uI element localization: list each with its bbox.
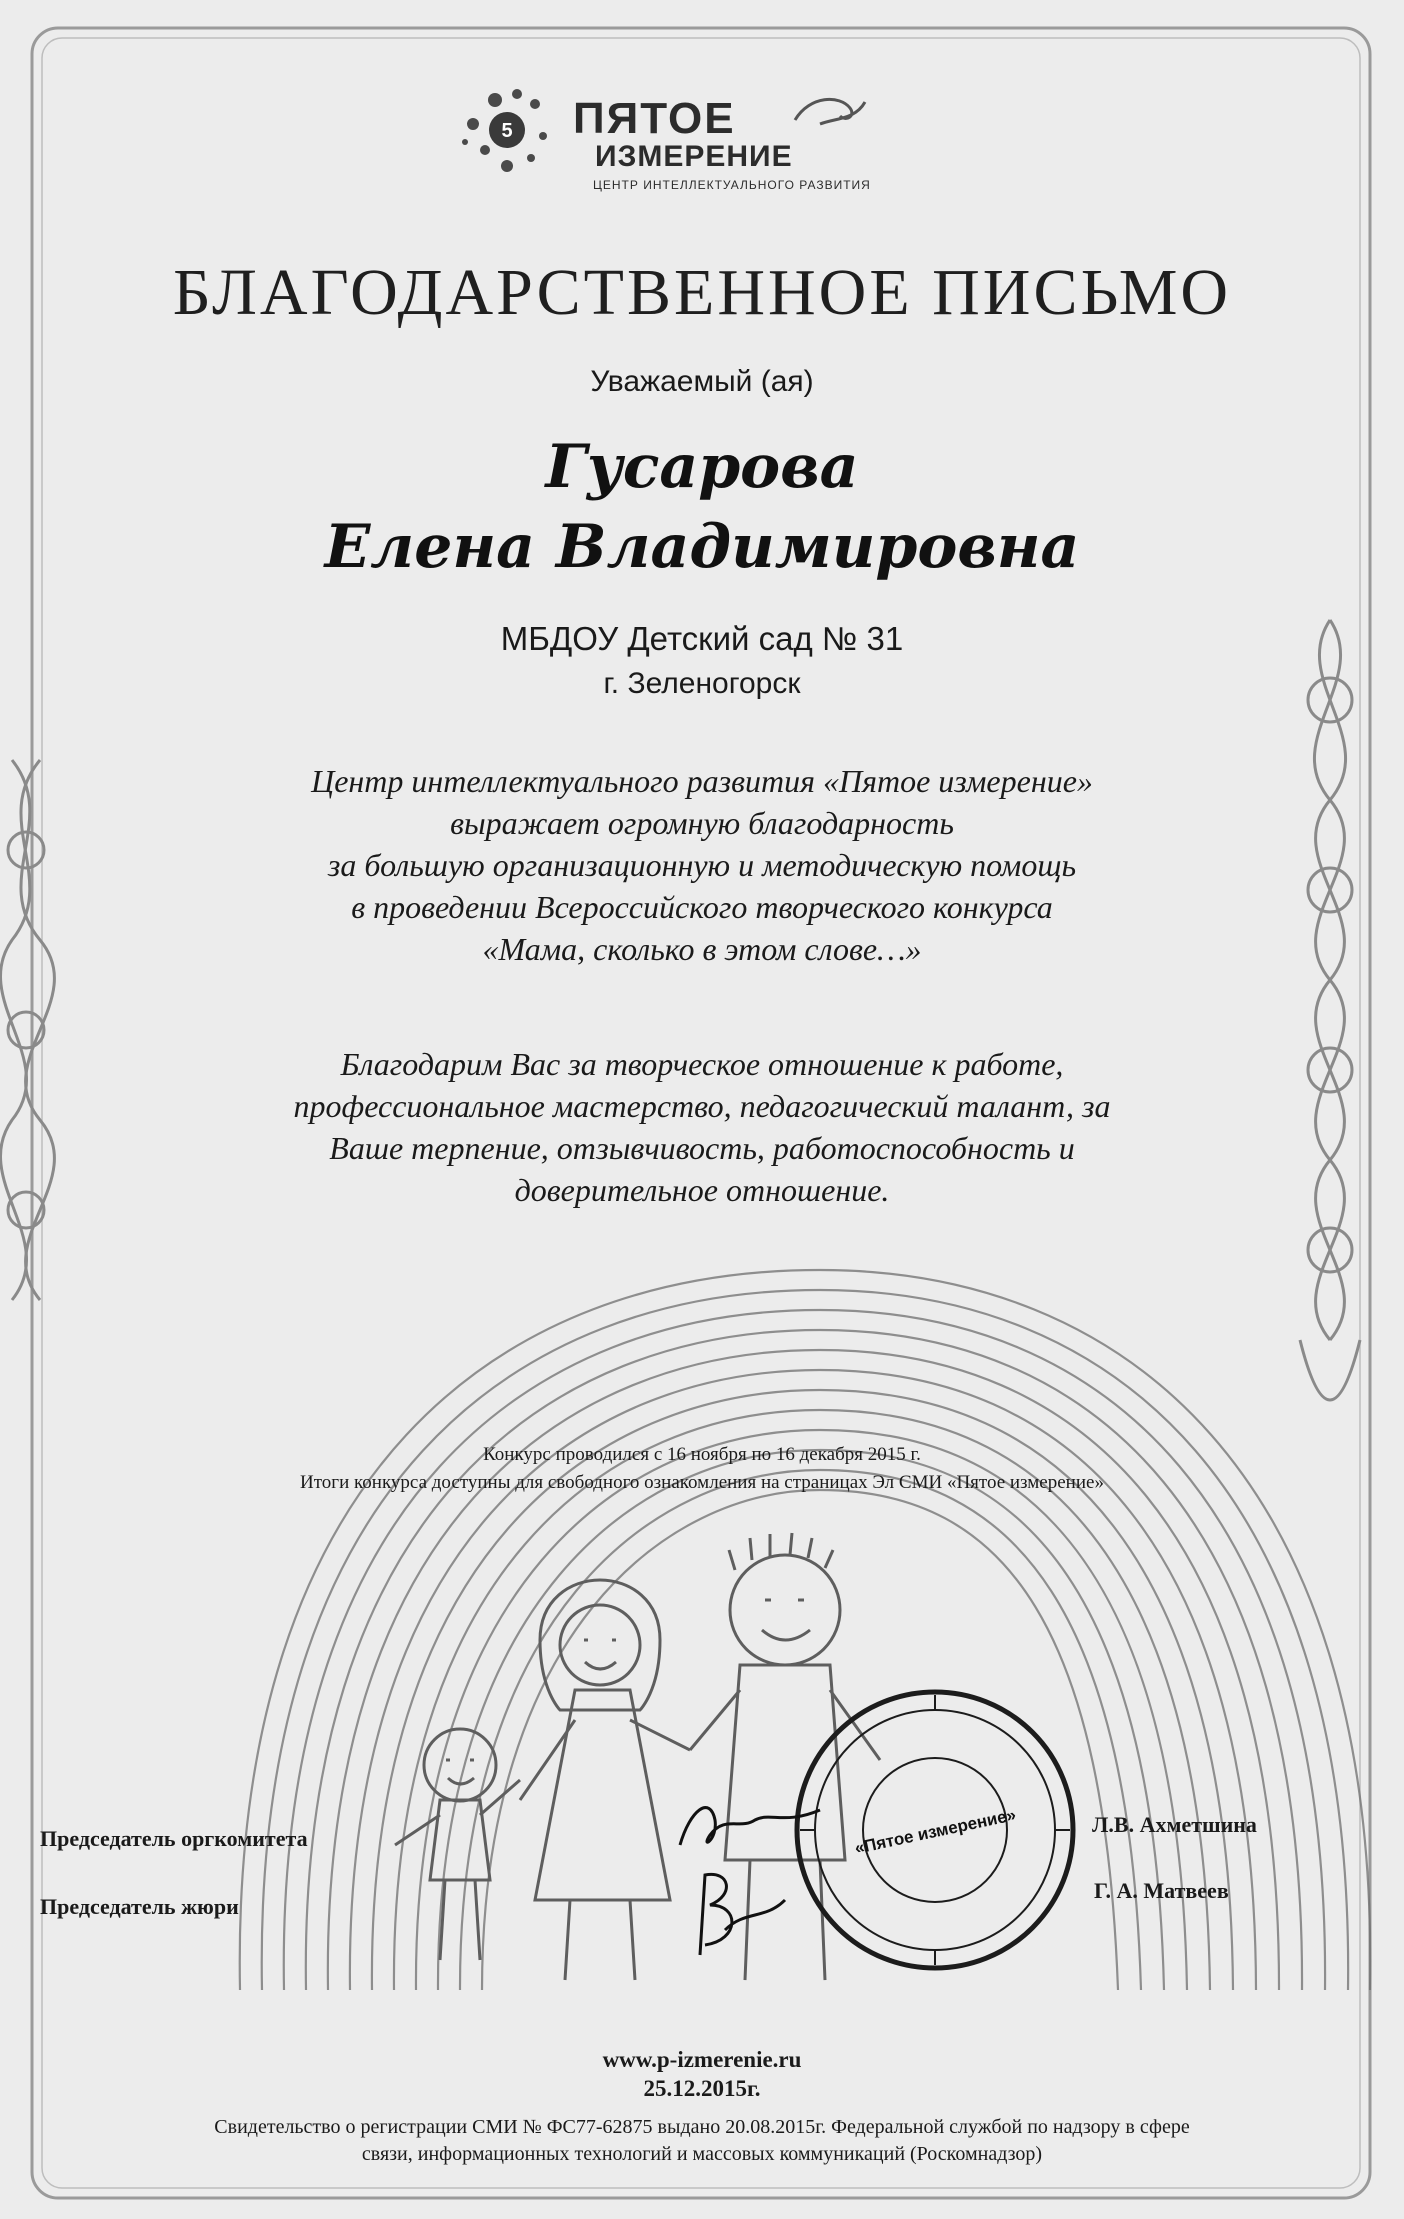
org-committee-chair-name: Л.В. Ахметшина	[1092, 1812, 1257, 1837]
registration-note-line-2: связи, информационных технологий и массовых коммуникаций (Роскомнадзор)	[361, 2143, 1043, 2165]
salutation: Уважаемый (ая)	[590, 365, 814, 398]
issue-date: 25.12.2015г.	[643, 2076, 761, 2101]
paragraph-line: доверительное отношение.	[514, 1172, 890, 1208]
recipient-given-names: Елена Владимировна	[324, 512, 1080, 582]
logo-tagline: ЦЕНТР ИНТЕЛЛЕКТУАЛЬНОГО РАЗВИТИЯ	[593, 178, 871, 192]
document-title: БЛАГОДАРСТВЕННОЕ ПИСЬМО	[172, 256, 1232, 329]
mother-figure	[520, 1580, 690, 1980]
registration-note-line-1: Свидетельство о регистрации СМИ № ФС77-62875 выдано 20.08.2015г. Федеральной службой по надзору в сфере	[214, 2116, 1190, 2138]
recipient-city: г. Зеленогорск	[603, 667, 801, 700]
contest-dates-note: Конкурс проводился с 16 ноября по 16 декабря 2015 г.	[483, 1444, 921, 1465]
official-stamp	[790, 1685, 1080, 1975]
paragraph-line: Центр интеллектуального развития «Пятое измерение»	[311, 763, 1093, 799]
paragraph-line: в проведении Всероссийского творческого конкурса	[351, 889, 1053, 925]
organization-logo	[455, 80, 875, 200]
paragraph-line: профессиональное мастерство, педагогический талант, за	[293, 1088, 1111, 1124]
paragraph-line: «Мама, сколько в этом слове…»	[482, 931, 922, 967]
stamp-text: «Пятое измерение»	[853, 1805, 1018, 1858]
jury-chair-name: Г. А. Матвеев	[1094, 1878, 1229, 1903]
contest-results-note: Итоги конкурса доступны для свободного ознакомления на страницах Эл СМИ «Пятое измерение»	[300, 1472, 1104, 1493]
appreciation-paragraph	[0, 1043, 1404, 1211]
recipient-organization: МБДОУ Детский сад № 31	[500, 620, 904, 657]
logo-line-2: ИЗМЕРЕНИЕ	[595, 140, 793, 173]
svg-text:5: 5	[501, 120, 513, 142]
chairman-signature	[670, 1790, 830, 1860]
recipient-surname: Гусарова	[545, 432, 859, 502]
jury-chair-label: Председатель жюри	[40, 1894, 239, 1919]
paragraph-line: выражает огромную благодарность	[450, 805, 954, 841]
paragraph-line: Ваше терпение, отзывчивость, работоспособность и	[329, 1130, 1075, 1166]
molecule-logo-icon	[455, 80, 565, 190]
swirl-icon	[790, 90, 870, 130]
jury-signature	[685, 1860, 795, 1970]
paragraph-line: за большую организационную и методическую помощь	[327, 847, 1077, 883]
right-ornament	[1300, 620, 1360, 1400]
paragraph-line: Благодарим Вас за творческое отношение к работе,	[340, 1046, 1064, 1082]
child-figure	[395, 1729, 520, 1960]
logo-line-1: ПЯТОЕ	[573, 94, 736, 143]
org-committee-chair-label: Председатель оргкомитета	[40, 1826, 308, 1851]
website-url: www.p-izmerenie.ru	[602, 2047, 802, 2072]
gratitude-paragraph	[0, 760, 1404, 970]
